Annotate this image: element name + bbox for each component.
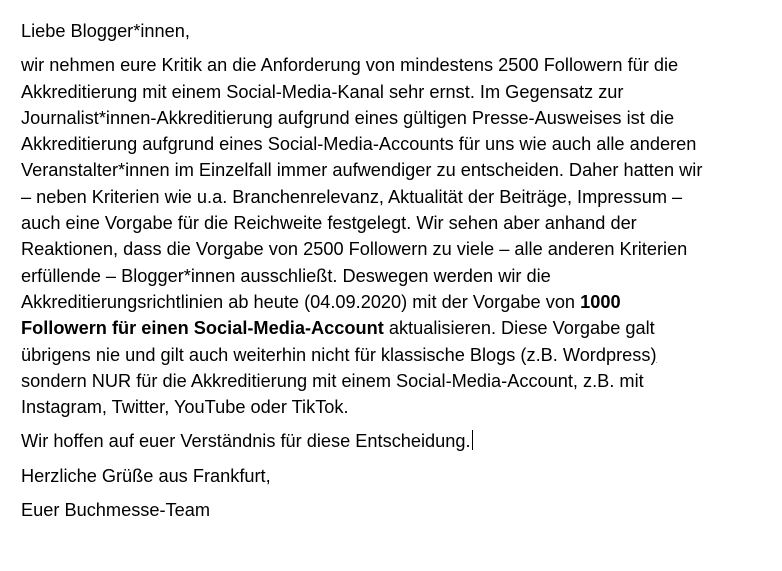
bold-follower-requirement: Followern für einen Social-Media-Account (21, 318, 384, 339)
paragraph-gap (21, 44, 781, 52)
paragraph-gap (21, 420, 781, 428)
body-line-10 (21, 289, 781, 315)
body-line-9: erfüllende – Blogger*innen ausschließt. Deswegen werden wir die (21, 265, 551, 286)
salutation: Liebe Blogger*innen, (21, 21, 190, 41)
body-line-3: Journalist*innen-Akkreditierung aufgrund eines gültigen Presse-Ausweises ist die (21, 107, 675, 128)
body-line-11-text: aktualisieren. Diese Vorgabe galt (383, 318, 655, 339)
body-line-5: Veranstalter*innen im Einzelfall immer aufwendiger zu entscheiden. Daher hatten wir (21, 160, 703, 181)
bold-follower-count: 1000 (580, 291, 621, 312)
signature: Euer Buchmesse-Team (21, 500, 211, 521)
body-line-7: auch eine Vorgabe für die Reichweite festgelegt. Wir sehen aber anhand der (21, 213, 637, 234)
closing-paragraph (21, 428, 781, 454)
main-paragraph (21, 52, 781, 420)
paragraph-gap (21, 455, 781, 463)
body-line-8: Reaktionen, dass die Vorgabe von 2500 Followern zu viele – alle anderen Kriterien (21, 239, 688, 260)
spellcheck-marked-paren: ) (650, 344, 657, 365)
body-line-13: sondern NUR für die Akkreditierung mit einem Social-Media-Account, z.B. mit (21, 370, 644, 391)
body-line-2: Akkreditierung mit einem Social-Media-Kanal sehr ernst. Im Gegensatz zur (21, 81, 624, 102)
closing-text: Wir hoffen auf euer Verständnis für diese Entscheidung. (21, 431, 471, 452)
paragraph-gap (21, 489, 781, 497)
body-line-1: wir nehmen eure Kritik an die Anforderung von mindestens 2500 Followern für die (21, 55, 679, 76)
greeting: Herzliche Grüße aus Frankfurt, (21, 465, 271, 486)
body-line-4: Akkreditierung aufgrund eines Social-Media-Accounts für uns wie auch alle anderen (21, 134, 697, 155)
text-cursor (472, 430, 473, 450)
body-line-6: – neben Kriterien wie u.a. Branchenrelevanz, Aktualität der Beiträge, Impressum – (21, 186, 683, 207)
body-line-11 (21, 315, 781, 341)
document-page[interactable] (21, 18, 781, 523)
body-line-12-text: übrigens nie und gilt auch weiterhin nicht für klassische Blogs (z.B. Wordpress (21, 344, 651, 365)
body-line-10-text: Akkreditierungsrichtlinien ab heute (04.09.2020) mit der Vorgabe von (21, 291, 581, 312)
body-line-14: Instagram, Twitter, YouTube oder TikTok. (21, 397, 349, 418)
body-line-12 (21, 342, 781, 368)
